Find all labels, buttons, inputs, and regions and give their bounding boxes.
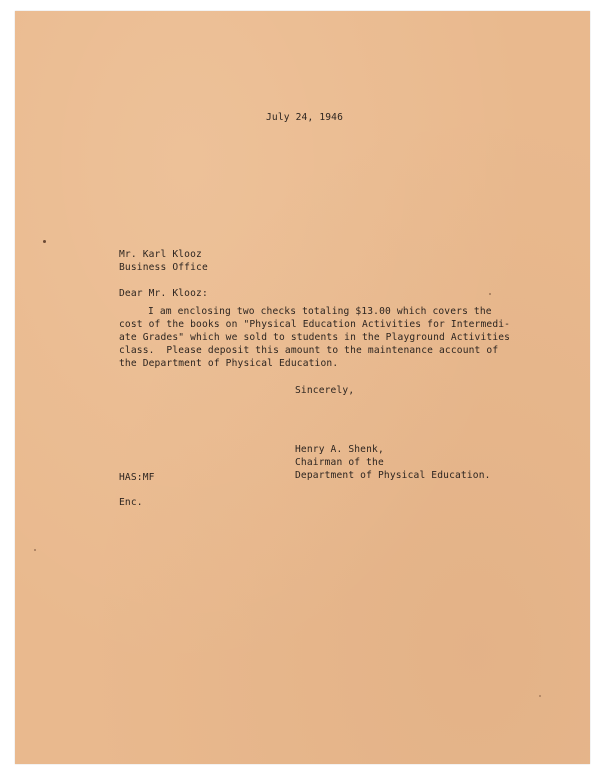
paper-speck bbox=[489, 293, 491, 295]
recipient-name: Mr. Karl Klooz bbox=[119, 249, 202, 260]
recipient-office: Business Office bbox=[119, 262, 208, 273]
body-line: I am enclosing two checks totaling $13.00 which covers the bbox=[148, 306, 492, 317]
body-line: ate Grades" which we sold to students in the Playground Activities bbox=[119, 332, 511, 343]
body-line: the Department of Physical Education. bbox=[119, 358, 339, 369]
body-line: class. Please deposit this amount to the maintenance account of bbox=[119, 345, 499, 356]
paper-speck bbox=[539, 695, 541, 697]
reference-initials: HAS:MF bbox=[119, 472, 155, 483]
paper-speck bbox=[43, 240, 46, 243]
salutation: Dear Mr. Klooz: bbox=[119, 288, 208, 299]
enclosure-note: Enc. bbox=[119, 497, 143, 508]
letter-page bbox=[15, 11, 590, 764]
signature-name: Henry A. Shenk, bbox=[295, 444, 384, 455]
closing: Sincerely, bbox=[295, 385, 355, 396]
signature-title-line2: Department of Physical Education. bbox=[295, 470, 491, 481]
signature-title-line1: Chairman of the bbox=[295, 457, 384, 468]
body-line: cost of the books on "Physical Education Activities for Intermedi- bbox=[119, 319, 511, 330]
paper-speck bbox=[34, 549, 36, 551]
letter-date: July 24, 1946 bbox=[266, 112, 344, 123]
